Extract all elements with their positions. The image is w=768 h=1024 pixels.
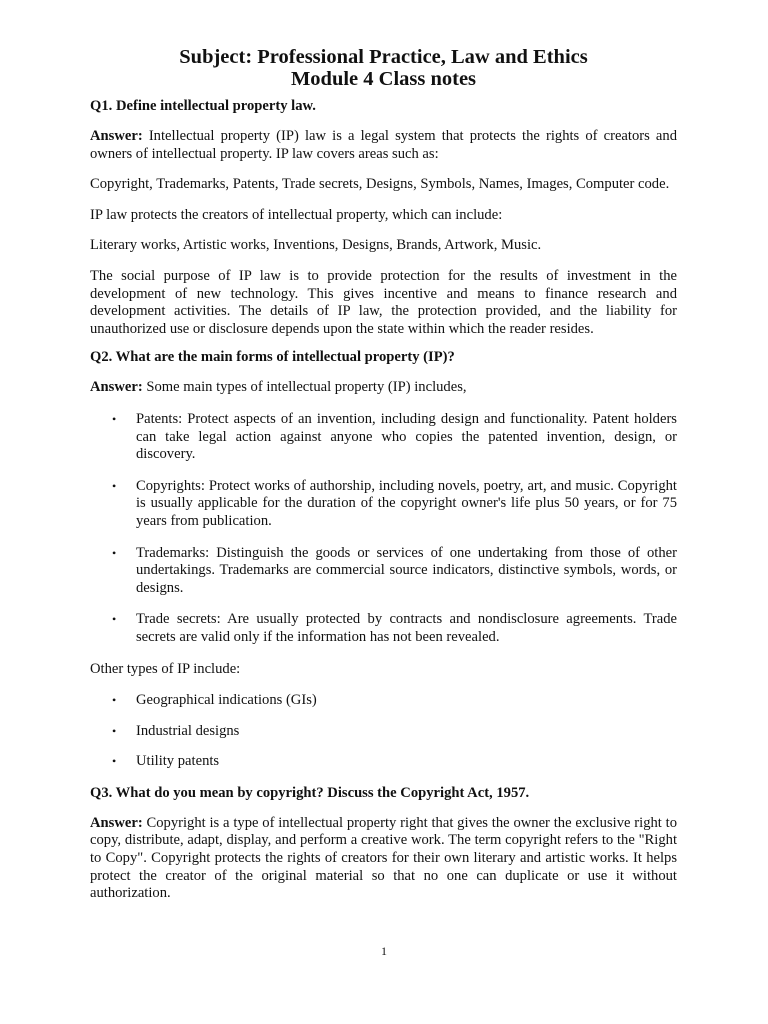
q1-social-purpose: The social purpose of IP law is to provide protection for the results of investment in the development of new technology. This gives incentive and means to finance research and development activities. The details of IP law, the protection provided, and the liability for unauthorized use or disclosure depends upon the state within which the reader resides.	[90, 267, 677, 337]
list-item-text: Trade secrets: Are usually protected by contracts and nondisclosure agreements. Trade secrets are valid only if the information has not been revealed.	[136, 611, 677, 645]
q2-main-types-list	[90, 411, 677, 647]
bullet-icon: •	[112, 411, 117, 426]
list-item	[90, 723, 677, 741]
bullet-icon: •	[112, 478, 117, 493]
q3-answer	[90, 815, 677, 903]
q1-works-list: Literary works, Artistic works, Inventions, Designs, Brands, Artwork, Music.	[90, 237, 542, 254]
bullet-icon: •	[112, 754, 117, 769]
q2-other-types-list	[90, 692, 677, 771]
list-item-text: Geographical indications (GIs)	[136, 692, 317, 709]
document-subject-title: Subject: Professional Practice, Law and Ethics	[179, 46, 588, 68]
list-item-text: Copyrights: Protect works of authorship, including novels, poetry, art, and music. Copyright is usually applicable for the duration of the copyright owner's life plus 50 years, or for 75 years from publication.	[136, 477, 677, 529]
list-item	[90, 478, 677, 531]
q2-answer-text: Some main types of intellectual property (IP) includes,	[142, 379, 467, 396]
q1-answer-text: Intellectual property (IP) law is a legal system that protects the rights of creators and owners of intellectual property. IP law covers areas such as:	[90, 128, 677, 162]
q1-answer	[90, 128, 677, 163]
bullet-icon: •	[112, 545, 117, 560]
q2-other-intro: Other types of IP include:	[90, 661, 241, 678]
q2-answer	[90, 379, 677, 397]
list-item-text: Patents: Protect aspects of an invention, including design and functionality. Patent holders can take legal action against anyone who copies the patented invention, design, or discovery.	[136, 410, 677, 463]
list-item	[90, 411, 677, 464]
q2-answer-label: Answer:	[90, 379, 143, 396]
q3-answer-text: Copyright is a type of intellectual property right that gives the owner the exclusive right to copy, distribute, adapt, display, and perform a creative work. The term copyright refers to the "Right to Copy". Copyright protects the rights of creators for their own literary and artistic works. It helps protect the creator of the original material so that no one can duplicate or use it without authorization.	[90, 814, 677, 902]
list-item	[90, 753, 677, 771]
bullet-icon: •	[112, 693, 117, 708]
bullet-icon: •	[112, 723, 117, 738]
list-item	[90, 545, 677, 598]
list-item	[90, 611, 677, 646]
page-number: 1	[381, 944, 387, 958]
document-page	[90, 46, 677, 903]
list-item-text: Trademarks: Distinguish the goods or services of one undertaking from those of other undertakings. Trademarks are commercial source indicators, distinctive symbols, words, or designs.	[136, 544, 677, 596]
document-module-title: Module 4 Class notes	[290, 68, 477, 90]
q3-heading: Q3. What do you mean by copyright? Discuss the Copyright Act, 1957.	[90, 784, 530, 801]
q3-answer-label: Answer:	[90, 814, 143, 831]
q1-areas-list: Copyright, Trademarks, Patents, Trade secrets, Designs, Symbols, Names, Images, Computer code.	[90, 176, 670, 193]
list-item	[90, 692, 677, 710]
q2-heading: Q2. What are the main forms of intellectual property (IP)?	[90, 349, 455, 366]
list-item-text: Industrial designs	[136, 722, 240, 739]
list-item-text: Utility patents	[136, 753, 220, 770]
q1-protects-intro: IP law protects the creators of intellectual property, which can include:	[90, 206, 503, 223]
q1-answer-label: Answer:	[90, 128, 143, 144]
q1-heading: Q1. Define intellectual property law.	[90, 98, 316, 114]
bullet-icon: •	[112, 612, 117, 627]
